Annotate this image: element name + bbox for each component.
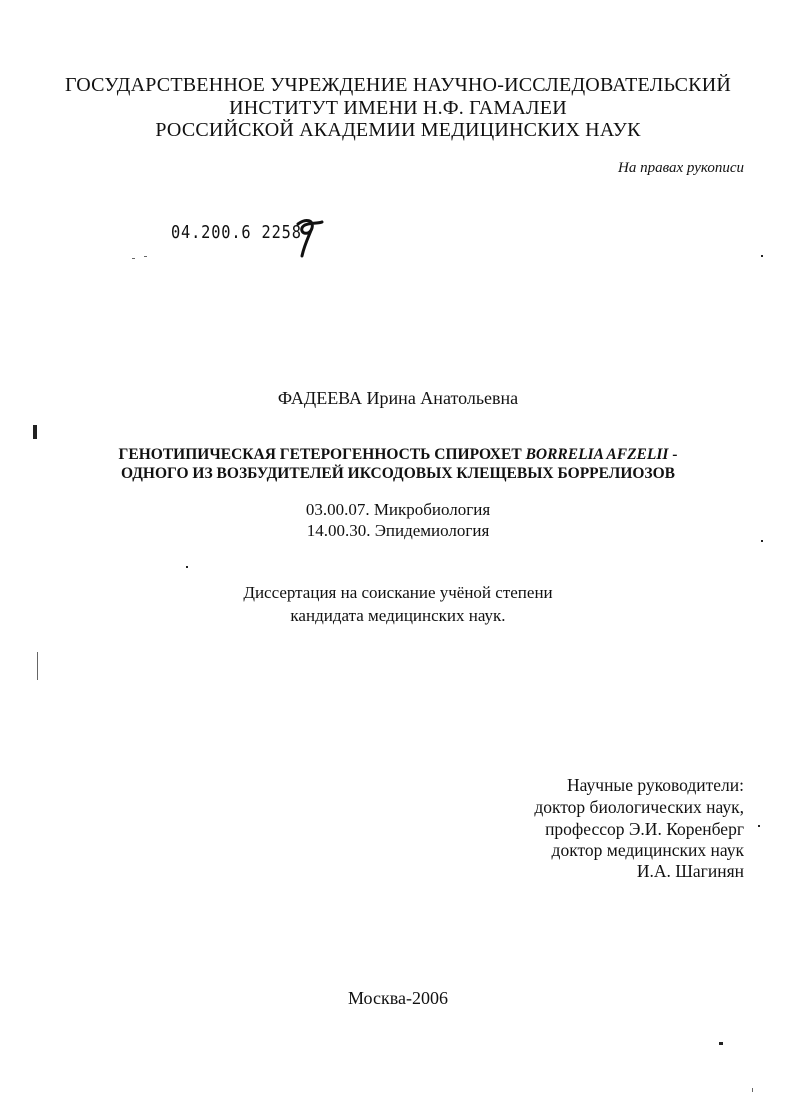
rights-note: На правах рукописи <box>618 160 744 176</box>
degree-line-1: Диссертация на соискание учёной степени <box>243 583 553 602</box>
degree-line-2: кандидата медицинских наук. <box>290 606 506 625</box>
institution-line-1: ГОСУДАРСТВЕННОЕ УЧРЕЖДЕНИЕ НАУЧНО-ИССЛЕДОВАТЕЛЬСКИЙ <box>64 74 732 96</box>
supervisors-heading: Научные руководители: <box>567 775 744 795</box>
supervisor-2-name: И.А. Шагинян <box>636 861 744 881</box>
supervisor-1-degree: доктор биологических наук, <box>534 797 744 817</box>
supervisor-1-name: профессор Э.И. Коренберг <box>545 819 744 839</box>
scan-speck <box>144 256 147 257</box>
dissertation-title-line-1 <box>0 446 796 464</box>
scan-speck <box>758 825 760 827</box>
registration-stamp-number: 04.200.6 2258 <box>171 222 302 243</box>
city-year: Москва-2006 <box>348 988 448 1008</box>
scan-speck <box>186 566 188 568</box>
author-name: ФАДЕЕВА Ирина Анатольевна <box>277 388 519 408</box>
specialty-2: 14.00.30. Эпидемиология <box>306 521 490 540</box>
dissertation-title-line-2: ОДНОГО ИЗ ВОЗБУДИТЕЛЕЙ ИКСОДОВЫХ КЛЕЩЕВЫХ БОРРЕЛИОЗОВ <box>120 465 676 482</box>
title-prefix: ГЕНОТИПИЧЕСКАЯ ГЕТЕРОГЕННОСТЬ СПИРОХЕТ <box>118 446 526 463</box>
handwritten-mark-icon <box>292 216 326 260</box>
scan-speck <box>719 1042 723 1045</box>
institution-line-2: ИНСТИТУТ ИМЕНИ Н.Ф. ГАМАЛЕИ <box>229 97 567 119</box>
scan-speck <box>33 425 37 439</box>
specialty-1: 03.00.07. Микробиология <box>305 500 491 519</box>
scan-speck <box>132 258 135 259</box>
institution-line-3: РОССИЙСКОЙ АКАДЕМИИ МЕДИЦИНСКИХ НАУК <box>155 119 641 141</box>
scan-speck <box>752 1088 753 1092</box>
title-dash: - <box>668 446 678 463</box>
title-species: BORRELIA AFZELII <box>525 446 669 463</box>
scan-speck <box>37 652 38 680</box>
scan-speck <box>761 540 763 542</box>
scan-speck <box>761 255 763 257</box>
supervisor-2-degree: доктор медицинских наук <box>551 840 744 860</box>
